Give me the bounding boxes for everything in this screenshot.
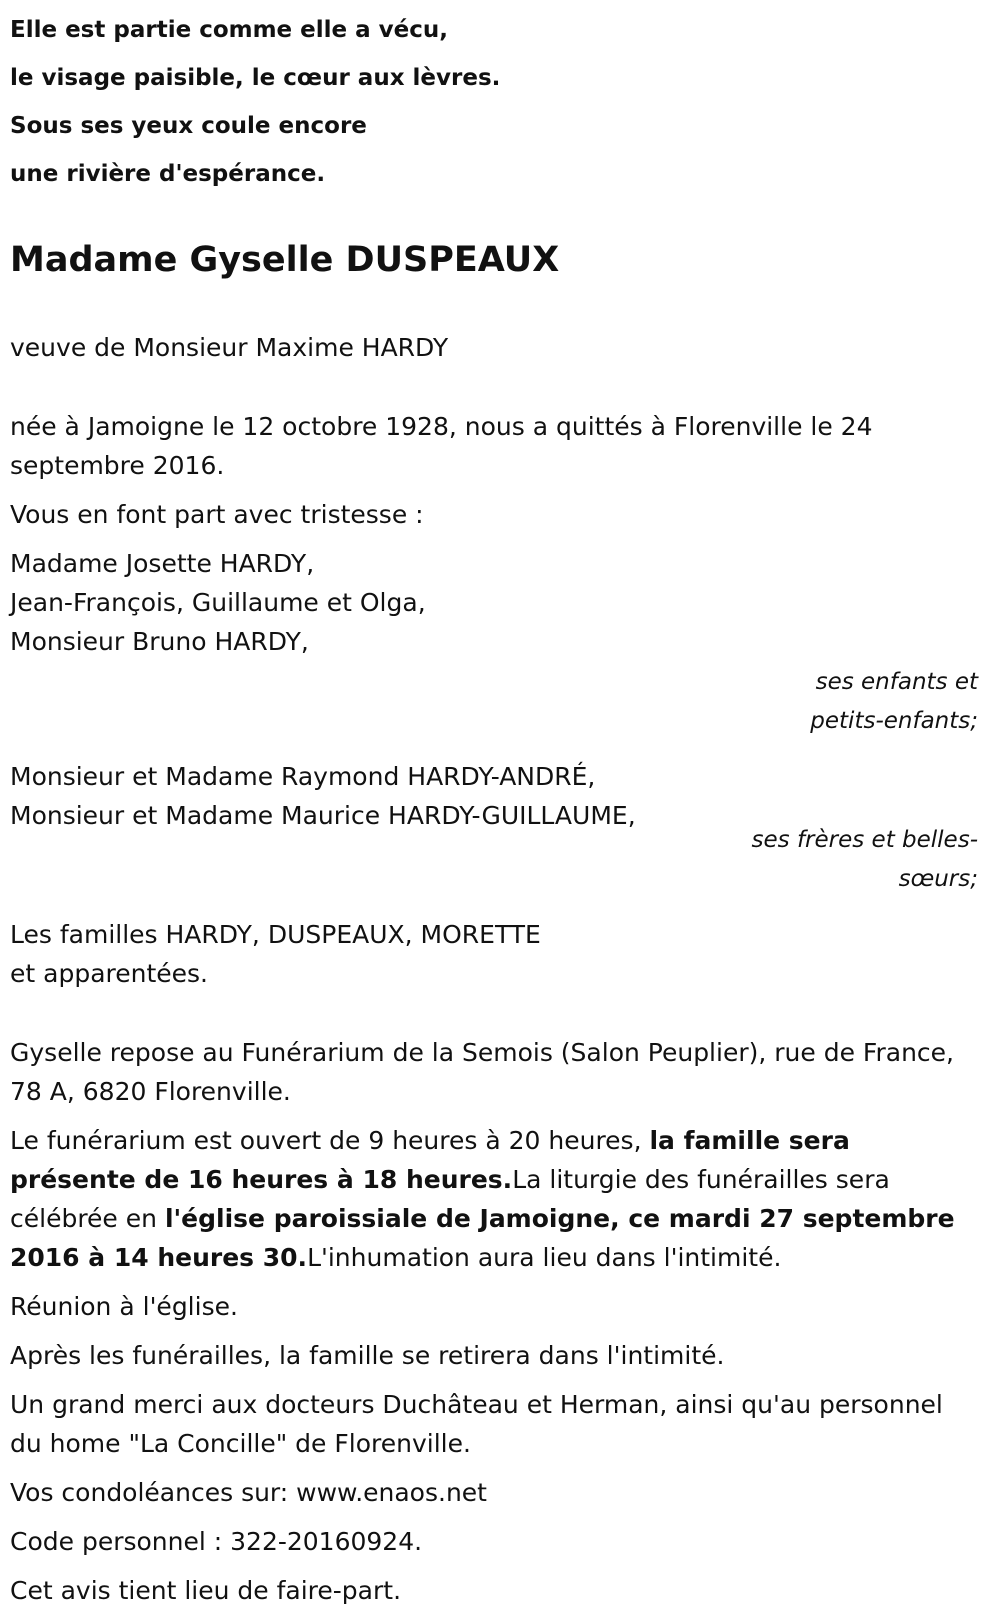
- condolences-text: Vos condoléances sur: www.enaos.net: [10, 1478, 487, 1507]
- poem: [10, 0, 978, 198]
- deceased-name: Madame Gyselle DUSPEAUX: [10, 240, 560, 280]
- widow-of: veuve de Monsieur Maxime HARDY: [10, 333, 449, 362]
- schedule-part: La liturgie des funérailles sera célébrée en: [10, 1165, 890, 1233]
- family-member-line: Les familles HARDY, DUSPEAUX, MORETTE: [10, 920, 541, 949]
- family-member-line: Monsieur Bruno HARDY,: [10, 627, 309, 656]
- poem-line: le visage paisible, le cœur aux lèvres.: [10, 65, 501, 91]
- schedule-part-bold: la famille sera présente de 16 heures à 18 heures.: [10, 1126, 850, 1194]
- children-block: [10, 544, 978, 661]
- meeting-text: Réunion à l'église.: [10, 1292, 238, 1321]
- family-member-line: et apparentées.: [10, 959, 208, 988]
- children-relation: ses enfants et petits-enfants;: [810, 669, 978, 734]
- family-member-line: Monsieur et Madame Maurice HARDY-GUILLAUME,: [10, 801, 636, 830]
- poem-line: Sous ses yeux coule encore: [10, 113, 367, 139]
- thanks-text: Un grand merci aux docteurs Duchâteau et Herman, ainsi qu'au personnel du home "La Concille" de Florenville.: [10, 1390, 943, 1458]
- family-member-line: Jean-François, Guillaume et Olga,: [10, 588, 426, 617]
- schedule-part-bold: l'église paroissiale de Jamoigne, ce mardi 27 septembre 2016 à 14 heures 30.: [10, 1204, 955, 1272]
- announce-intro: Vous en font part avec tristesse :: [10, 500, 424, 529]
- poem-line: Elle est partie comme elle a vécu,: [10, 17, 448, 43]
- schedule-part: L'inhumation aura lieu dans l'intimité.: [307, 1243, 782, 1272]
- siblings-relation: ses frères et belles-sœurs;: [751, 827, 978, 892]
- birth-death-text: née à Jamoigne le 12 octobre 1928, nous a quittés à Florenville le 24 septembre 2016.: [10, 412, 873, 480]
- poem-line: une rivière d'espérance.: [10, 161, 326, 187]
- schedule-part: Le funérarium est ouvert de 9 heures à 20 heures,: [10, 1126, 650, 1155]
- notice-text: Cet avis tient lieu de faire-part.: [10, 1576, 402, 1605]
- personal-code: Code personnel : 322-20160924.: [10, 1527, 423, 1556]
- schedule-text: [10, 1121, 978, 1277]
- obituary-notice: [10, 0, 978, 1620]
- after-text: Après les funérailles, la famille se retirera dans l'intimité.: [10, 1341, 725, 1370]
- families-block: [10, 915, 978, 993]
- family-member-line: Madame Josette HARDY,: [10, 549, 315, 578]
- rests-at-text: Gyselle repose au Funérarium de la Semois (Salon Peuplier), rue de France, 78 A, 6820 Florenville.: [10, 1038, 954, 1106]
- family-member-line: Monsieur et Madame Raymond HARDY-ANDRÉ,: [10, 762, 596, 791]
